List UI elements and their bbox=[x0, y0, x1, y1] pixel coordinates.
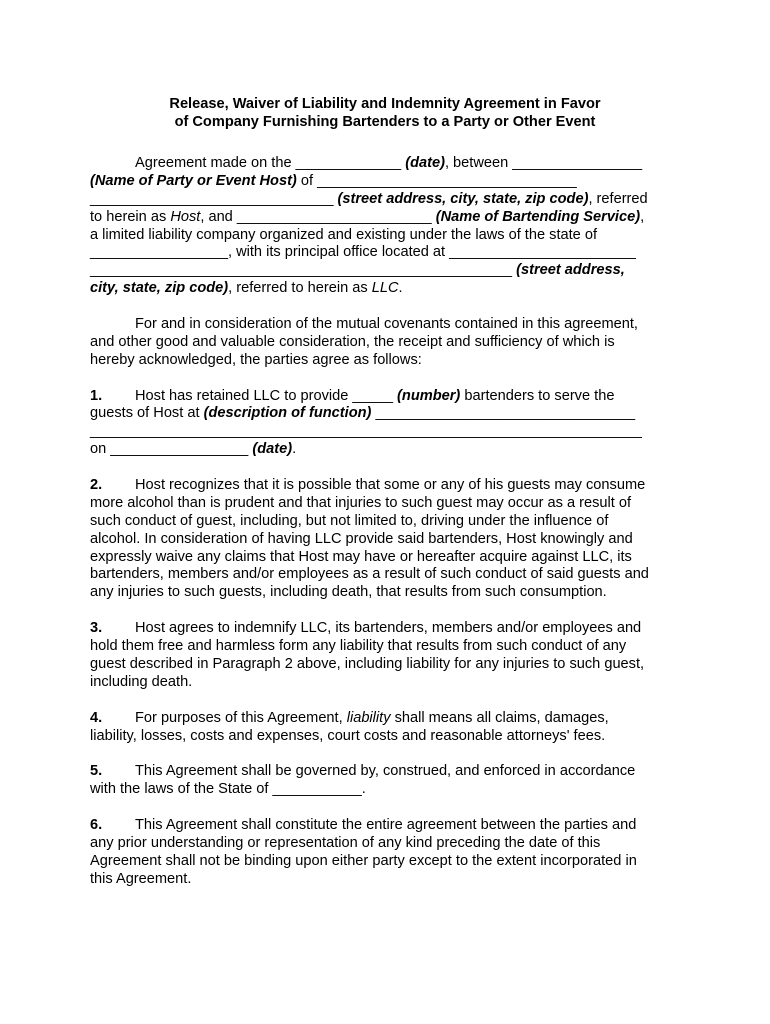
paragraph-text: Agreement shall not be binding upon either party except to the extent incorporated in bbox=[90, 852, 637, 869]
paragraph-text: liability, losses, costs and expenses, court costs and reasonable attorneys' fees. bbox=[90, 727, 606, 744]
paragraph-6 bbox=[90, 817, 680, 889]
paragraph-text: guests of Host at bbox=[90, 405, 204, 422]
field-label-function: (description of function) bbox=[203, 405, 372, 422]
intro-text: ______________________________ bbox=[90, 190, 338, 207]
intro-paragraph bbox=[90, 155, 680, 298]
field-label-date: (date) bbox=[252, 441, 293, 458]
paragraph-text: including death. bbox=[90, 673, 193, 690]
document-title bbox=[90, 95, 680, 131]
field-label-date: (date) bbox=[405, 155, 445, 171]
paragraph-text: ________________________________ bbox=[371, 405, 636, 422]
paragraph-text: any prior understanding or representation of any kind preceding the date of this bbox=[90, 834, 601, 851]
intro-text: . bbox=[398, 280, 403, 297]
paragraph-text: this Agreement. bbox=[90, 870, 192, 887]
intro-text: , and ________________________ bbox=[200, 208, 436, 225]
paragraph-number: 6. bbox=[90, 816, 103, 833]
paragraph-number: 3. bbox=[90, 620, 103, 637]
paragraph-text: hold them free and harmless form any liability that results from such conduct of any bbox=[90, 638, 627, 655]
intro-text: , referred bbox=[588, 190, 648, 207]
document-body bbox=[90, 155, 680, 889]
paragraph-number: 2. bbox=[90, 477, 103, 494]
intro-text: _________________, with its principal office located at _______________________ bbox=[90, 244, 636, 261]
paragraph-text: such conduct of guest, including, but not limited to, driving under the influence of bbox=[90, 512, 609, 529]
document-page bbox=[90, 95, 680, 889]
field-label-address: (street address, bbox=[516, 262, 625, 279]
paragraph-3 bbox=[90, 620, 680, 692]
defined-term-liability: liability bbox=[346, 709, 391, 726]
paragraph-text: more alcohol than is prudent and that injuries to such guest may occur as a result of bbox=[90, 494, 632, 511]
paragraph-text: Host has retained LLC to provide _____ bbox=[135, 387, 398, 404]
paragraph-text: This Agreement shall constitute the entire agreement between the parties and bbox=[135, 816, 637, 833]
field-label-host-name: (Name of Party or Event Host) bbox=[90, 172, 297, 189]
title-line-2: of Company Furnishing Bartenders to a Party or Other Event bbox=[174, 114, 596, 130]
paragraph-text: Host recognizes that it is possible that some or any of his guests may consume bbox=[135, 477, 646, 494]
defined-term-host: Host bbox=[170, 208, 201, 225]
paragraph-text: any injuries to such guests, including death, that results from such consumption. bbox=[90, 584, 607, 601]
paragraph-4 bbox=[90, 710, 680, 746]
intro-text: , referred to herein as bbox=[228, 280, 372, 297]
paragraph-text: on _________________ bbox=[90, 441, 253, 458]
field-label-service-name: (Name of Bartending Service) bbox=[435, 208, 641, 225]
paragraph-number: 1. bbox=[90, 387, 103, 404]
paragraph-number: 4. bbox=[90, 709, 103, 726]
paragraph-text: ____________________________________________________________________ bbox=[90, 423, 642, 440]
paragraph-text: This Agreement shall be governed by, construed, and enforced in accordance bbox=[135, 763, 636, 780]
defined-term-llc: LLC bbox=[371, 280, 399, 297]
paragraph-text: For purposes of this Agreement, bbox=[135, 709, 347, 726]
paragraph-5 bbox=[90, 763, 680, 799]
field-label-address: (street address, city, state, zip code) bbox=[337, 190, 589, 207]
field-label-address: city, state, zip code) bbox=[90, 280, 229, 297]
paragraph-number: 5. bbox=[90, 763, 103, 780]
title-line-1: Release, Waiver of Liability and Indemnity Agreement in Favor bbox=[169, 96, 601, 112]
intro-text: of ________________________________ bbox=[296, 172, 577, 189]
intro-text: ____________________________________________________ bbox=[90, 262, 517, 279]
consideration-text: For and in consideration of the mutual covenants contained in this agreement, bbox=[135, 316, 638, 333]
paragraph-2 bbox=[90, 477, 680, 602]
intro-text: to herein as bbox=[90, 208, 171, 225]
consideration-text: hereby acknowledged, the parties agree as follows: bbox=[90, 351, 422, 368]
paragraph-text: Host agrees to indemnify LLC, its bartenders, members and/or employees and bbox=[135, 620, 642, 637]
paragraph-1 bbox=[90, 388, 680, 460]
intro-text: , bbox=[640, 208, 645, 225]
paragraph-text: alcohol. In consideration of having LLC provide said bartenders, Host knowingly and bbox=[90, 530, 633, 547]
paragraph-text: with the laws of the State of ___________. bbox=[90, 781, 366, 798]
intro-text: a limited liability company organized and existing under the laws of the state of bbox=[90, 226, 598, 243]
paragraph-text: shall means all claims, damages, bbox=[390, 709, 609, 726]
intro-text: , between ________________ bbox=[444, 155, 643, 171]
paragraph-text: bartenders, members and/or employees as a result of such conduct of said guests and bbox=[90, 566, 649, 583]
field-label-number: (number) bbox=[397, 387, 461, 404]
consideration-text: and other good and valuable consideration, the receipt and sufficiency of which is bbox=[90, 333, 615, 350]
paragraph-text: expressly waive any claims that Host may have or hereafter acquire against LLC, its bbox=[90, 548, 632, 565]
paragraph-text: bartenders to serve the bbox=[460, 387, 615, 404]
paragraph-text: guest described in Paragraph 2 above, including liability for any injuries to such guest, bbox=[90, 655, 645, 672]
intro-text: Agreement made on the _____________ bbox=[135, 155, 406, 171]
paragraph-text: . bbox=[292, 441, 297, 458]
consideration-paragraph bbox=[90, 316, 680, 370]
